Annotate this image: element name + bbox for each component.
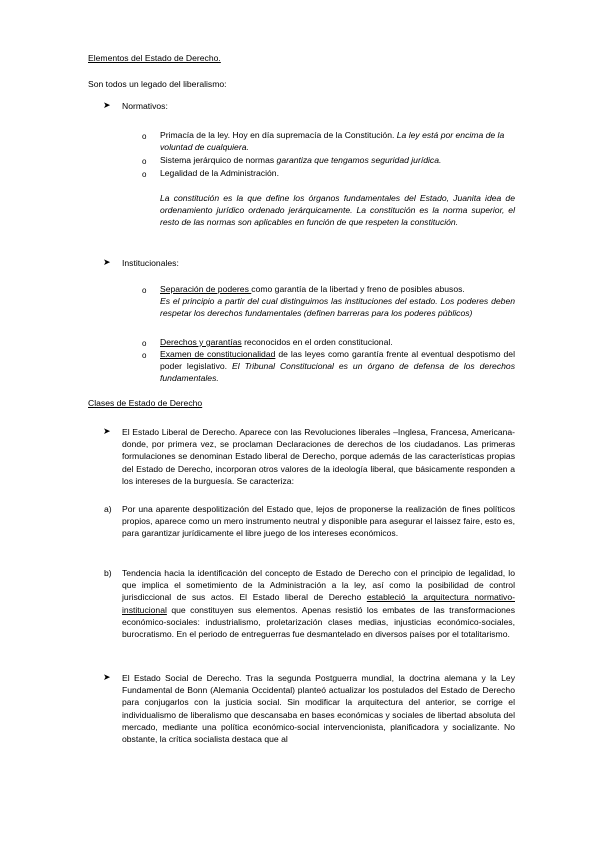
arrow-bullet-icon: ➤ xyxy=(103,672,111,682)
normativos-note: La constitución es la que define los órganos fundamentales del Estado, Juanita idea de ordenamiento jurídico ordenado jerárquicamente. La constitución es la norma superior, el resto de las normas son aplicables en función de que respeten la constitución. xyxy=(160,193,515,227)
arrow-bullet-icon: ➤ xyxy=(103,426,111,436)
institucional-item-1: Separación de poderes como garantía de la libertad y freno de posibles abusos. Es el principio a partir del cual distinguimos las instituciones del estado. Los poderes deben respetar los derechos fundamentales (definen barreras para los poderes públicos) xyxy=(160,284,515,318)
circle-bullet-icon: o xyxy=(142,170,147,179)
paragraph-a: Por una aparente despolitización del Estado que, lejos de proponerse la realización de fines políticos propios, aparece como un mero instrumento neutral y disponible para asegurar el laissez faire, esto es, para garantizar jurídicamente el libre juego de los intereses económicos. xyxy=(122,504,515,539)
circle-bullet-icon: o xyxy=(142,157,147,166)
normativo-item-3: Legalidad de la Administración. xyxy=(160,168,279,178)
estado-social-paragraph: El Estado Social de Derecho. Tras la segunda Postguerra mundial, la doctrina alemana y la Ley Fundamental de Bonn (Alemania Occidental) planteó actualizar los postulados del Estado de Derecho para conjugarlos con la justicia social. Sin modificar la arquitectura del anterior, se corrige el individualismo de liberalismo que descansaba en bases económicas y sociales de libertad absoluta del mercado, mediante una política económico-social intervencionista, planificadora y socializante. No obstante, la crítica socialista destaca que al xyxy=(122,673,515,745)
institucional-item-3: Examen de constitucionalidad de las leyes como garantía frente al eventual despotismo del poder legislativo. El Tribunal Constitucional es un órgano de defensa de los derechos fundamentales. xyxy=(160,349,515,383)
circle-bullet-icon: o xyxy=(142,286,147,295)
normativo-item-1: Primacía de la ley. Hoy en día supremacía de la Constitución. La ley está por encima de la voluntad de cualquiera. xyxy=(160,130,505,152)
paragraph-b: Tendencia hacia la identificación del concepto de Estado de Derecho con el principio de legalidad, lo que implica el sometimiento de la Administración a la ley, así como la posibilidad de control jurisdiccional de sus actos. El Estado liberal de Derecho estableció la arquitectura normativo-institucional que constituyen sus elementos. Apenas resistió los embates de las transformaciones económico-sociales: industrialismo, proletarización clases medias, injusticias económico-sociales, burocratismo. En el periodo de entreguerras fue desmantelado en diversos países por el totalitarismo. xyxy=(122,568,515,640)
estado-liberal-paragraph: El Estado Liberal de Derecho. Aparece con las Revoluciones liberales –Inglesa, Francesa, Americana- donde, por primera vez, se proclaman Declaraciones de derechos de los ciudadanos. Las primeras formulaciones se denominan Estado liberal de Derecho, porque además de las características propias del Estado de Derecho, incorporan otros valores de la ideología liberal, que básicamente responden a los intereses de la burguesía. Se caracteriza: xyxy=(122,427,515,486)
normativo-item-2: Sistema jerárquico de normas garantiza que tengamos seguridad jurídica. xyxy=(160,155,442,165)
circle-bullet-icon: o xyxy=(142,351,147,360)
circle-bullet-icon: o xyxy=(142,339,147,348)
normativos-label: Normativos: xyxy=(122,101,168,111)
section-title-elementos: Elementos del Estado de Derecho. xyxy=(88,53,221,63)
section-title-clases: Clases de Estado de Derecho xyxy=(88,398,203,408)
arrow-bullet-icon: ➤ xyxy=(103,100,111,110)
circle-bullet-icon: o xyxy=(142,132,147,141)
institucional-item-2: Derechos y garantías reconocidos en el orden constitucional. xyxy=(160,337,393,347)
marker-b: b) xyxy=(104,568,112,578)
arrow-bullet-icon: ➤ xyxy=(103,257,111,267)
marker-a: a) xyxy=(104,504,112,514)
intro-text: Son todos un legado del liberalismo: xyxy=(88,79,227,89)
institucionales-label: Institucionales: xyxy=(122,258,179,268)
